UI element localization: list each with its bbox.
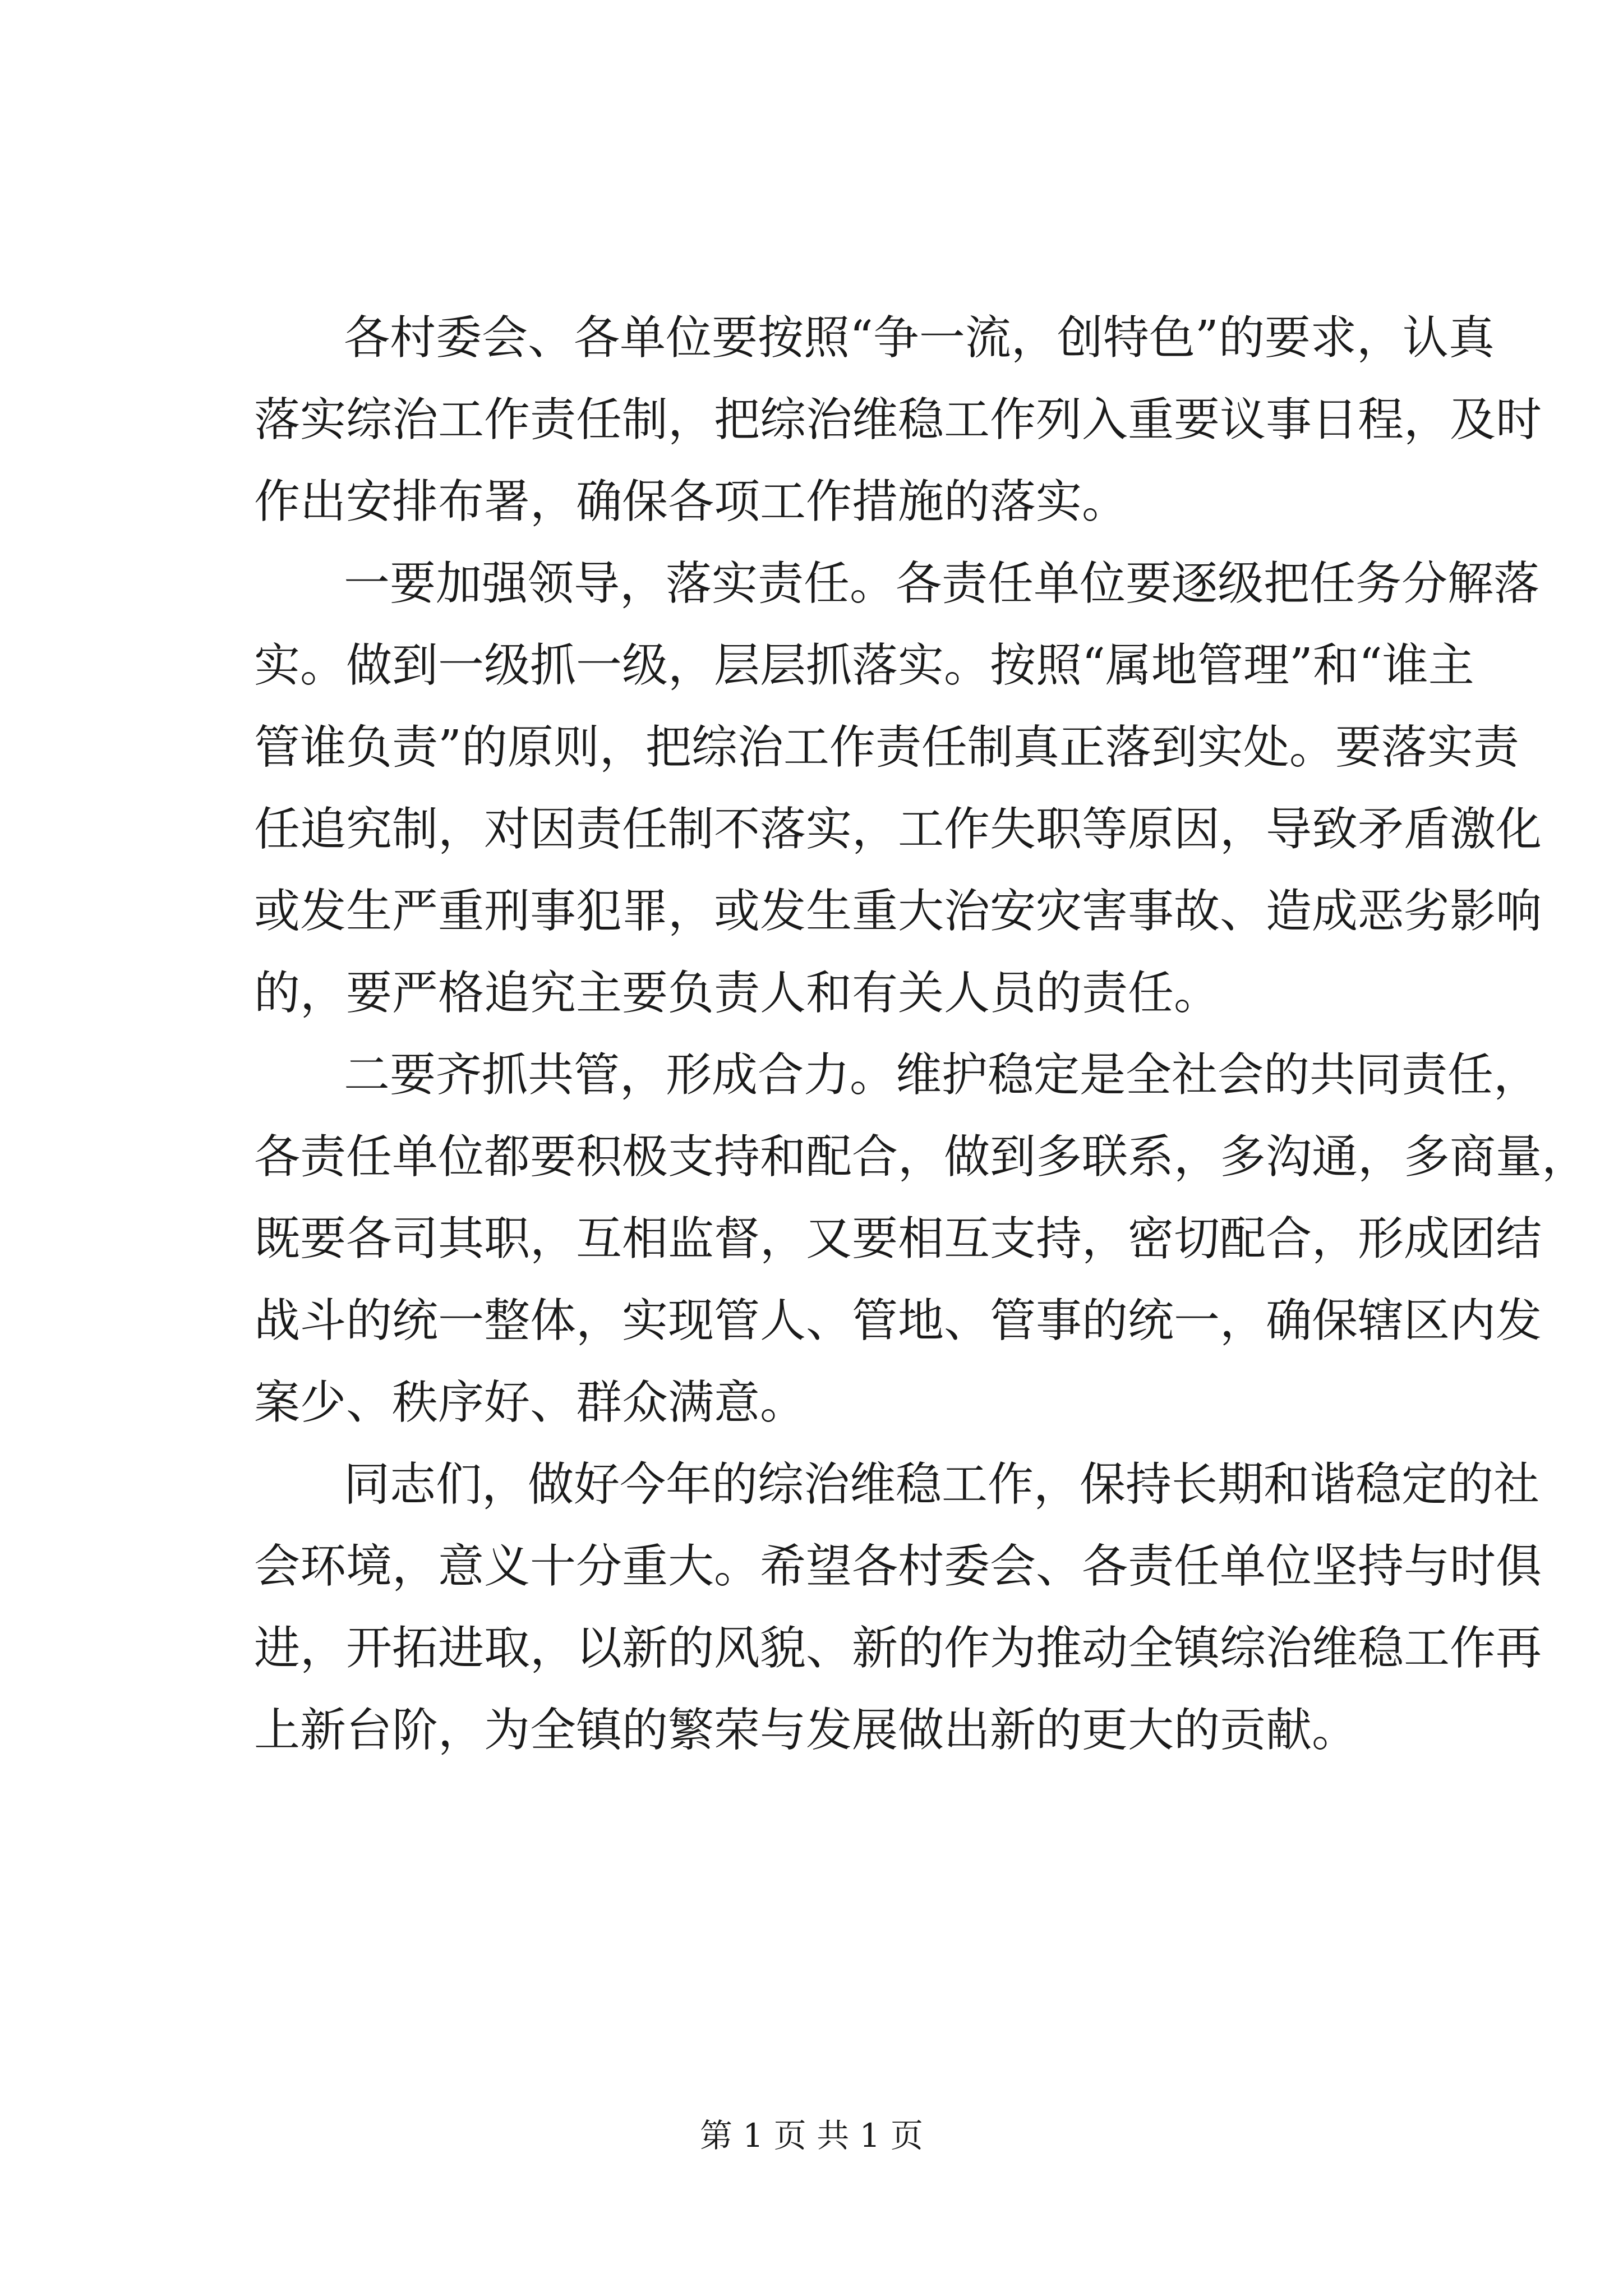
text-line: 作出安排布署，确保各项工作措施的落实。	[254, 475, 1128, 528]
text-line: 战斗的统一整体，实现管人、管地、管事的统一，确保辖区内发	[254, 1294, 1542, 1347]
text-line: 一要加强领导，落实责任。各责任单位要逐级把任务分解落	[344, 557, 1540, 610]
text-line: 各村委会、各单位要按照“争一流，创特色”的要求，认真	[344, 311, 1495, 365]
paragraph-2	[254, 543, 1542, 1034]
text-line: 案少、秩序好、群众满意。	[254, 1376, 806, 1429]
text-line: 二要齐抓共管，形成合力。维护稳定是全社会的共同责任，	[344, 1048, 1540, 1102]
text-line: 的，要严格追究主要负责人和有关人员的责任。	[254, 967, 1220, 1020]
document-body	[254, 297, 1588, 1772]
paragraph-4	[254, 1444, 1542, 1772]
text-line: 会环境，意义十分重大。希望各村委会、各责任单位坚持与时俱	[254, 1540, 1542, 1593]
text-line: 上新台阶，为全镇的繁荣与发展做出新的更大的贡献。	[254, 1704, 1358, 1757]
paragraph-3	[254, 1034, 1588, 1444]
text-line: 同志们，做好今年的综治维稳工作，保持长期和谐稳定的社	[344, 1458, 1540, 1511]
page-footer: 第 1 页 共 1 页	[700, 2116, 923, 2155]
text-line: 各责任单位都要积极支持和配合，做到多联系，多沟通，多商量，	[254, 1130, 1588, 1184]
text-line: 进，开拓进取，以新的风貌、新的作为推动全镇综治维稳工作再	[254, 1622, 1542, 1675]
text-line: 管谁负责”的原则，把综治工作责任制真正落到实处。要落实责	[254, 721, 1519, 774]
text-line: 或发生严重刑事犯罪，或发生重大治安灾害事故、造成恶劣影响	[254, 885, 1542, 938]
paragraph-1	[254, 297, 1542, 543]
text-line: 落实综治工作责任制，把综治维稳工作列入重要议事日程，及时	[254, 393, 1542, 447]
text-line: 既要各司其职，互相监督，又要相互支持，密切配合，形成团结	[254, 1212, 1542, 1266]
text-line: 实。做到一级抓一级，层层抓落实。按照“属地管理”和“谁主	[254, 639, 1474, 692]
text-line: 任追究制，对因责任制不落实，工作失职等原因，导致矛盾激化	[254, 803, 1542, 856]
